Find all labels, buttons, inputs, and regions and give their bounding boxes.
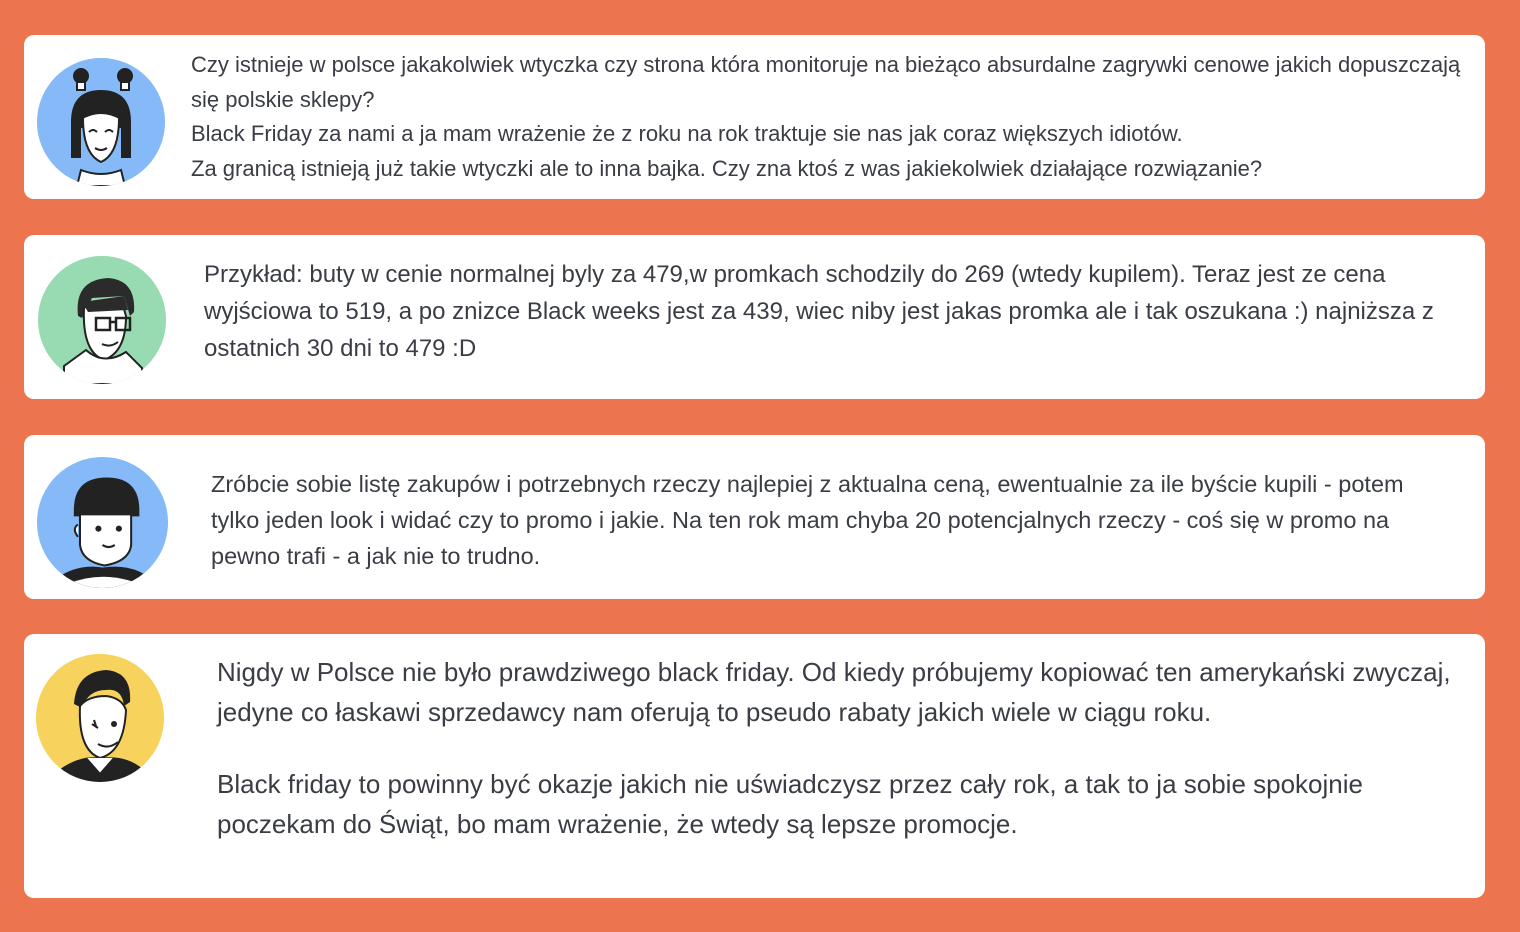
comment-paragraph: Black Friday za nami a ja mam wrażenie że z roku na rok traktuje sie nas jak coraz większych idiotów. bbox=[191, 121, 1183, 146]
comment-card bbox=[24, 235, 1485, 399]
comment-paragraph: Black friday to powinny być okazje jakich nie uświadczysz przez cały rok, a tak to ja sobie spokojnie poczekam do Świąt, bo mam wrażenie, że wtedy są lepsze promocje. bbox=[217, 769, 1363, 839]
comment-text bbox=[217, 652, 1467, 844]
man-with-quiff-icon bbox=[36, 654, 164, 782]
comment-paragraph: Nigdy w Polsce nie było prawdziwego black friday. Od kiedy próbujemy kopiować ten amerykański zwyczaj, jedyne co łaskawi sprzedawcy nam oferują to pseudo rabaty jakich wiele w ciągu roku. bbox=[217, 657, 1451, 727]
comment-text bbox=[191, 48, 1471, 186]
comment-card bbox=[24, 634, 1485, 898]
comment-text bbox=[211, 466, 1451, 574]
comment-paragraph: Za granicą istnieją już takie wtyczki ale to inna bajka. Czy zna ktoś z was jakiekolwiek działające rozwiązanie? bbox=[191, 155, 1263, 181]
girl-with-hair-buns-icon bbox=[37, 58, 165, 186]
comment-card bbox=[24, 435, 1485, 599]
comment-paragraph: Przykład: buty w cenie normalnej byly za 479,w promkach schodzily do 269 (wtedy kupilem). Teraz jest ze cena wyjściowa to 519, a po znizce Black weeks jest za 439, wiec niby jest jakas promka ale i tak oszukana :) najniższa z ostatnich 30 dni to 479 :D bbox=[204, 261, 1434, 362]
comment-paragraph: Zróbcie sobie listę zakupów i potrzebnych rzeczy najlepiej z aktualna ceną, ewentualnie za ile byście kupili - potem tylko jeden look i widać czy to promo i jakie. Na ten rok mam chyba 20 potencjalnych rzeczy - coś się w promo na pewno trafi - a jak nie to trudno. bbox=[211, 471, 1404, 569]
comment-paragraph: Czy istnieje w polsce jakakolwiek wtyczka czy strona która monitoruje na bieżąco absurdalne zagrywki cenowe jakich dopuszczają się polskie sklepy? bbox=[191, 52, 1461, 112]
comment-text bbox=[204, 256, 1464, 367]
comment-card bbox=[24, 35, 1485, 199]
man-with-glasses-icon bbox=[38, 256, 166, 384]
boy-with-bowl-cut-icon bbox=[37, 457, 168, 588]
